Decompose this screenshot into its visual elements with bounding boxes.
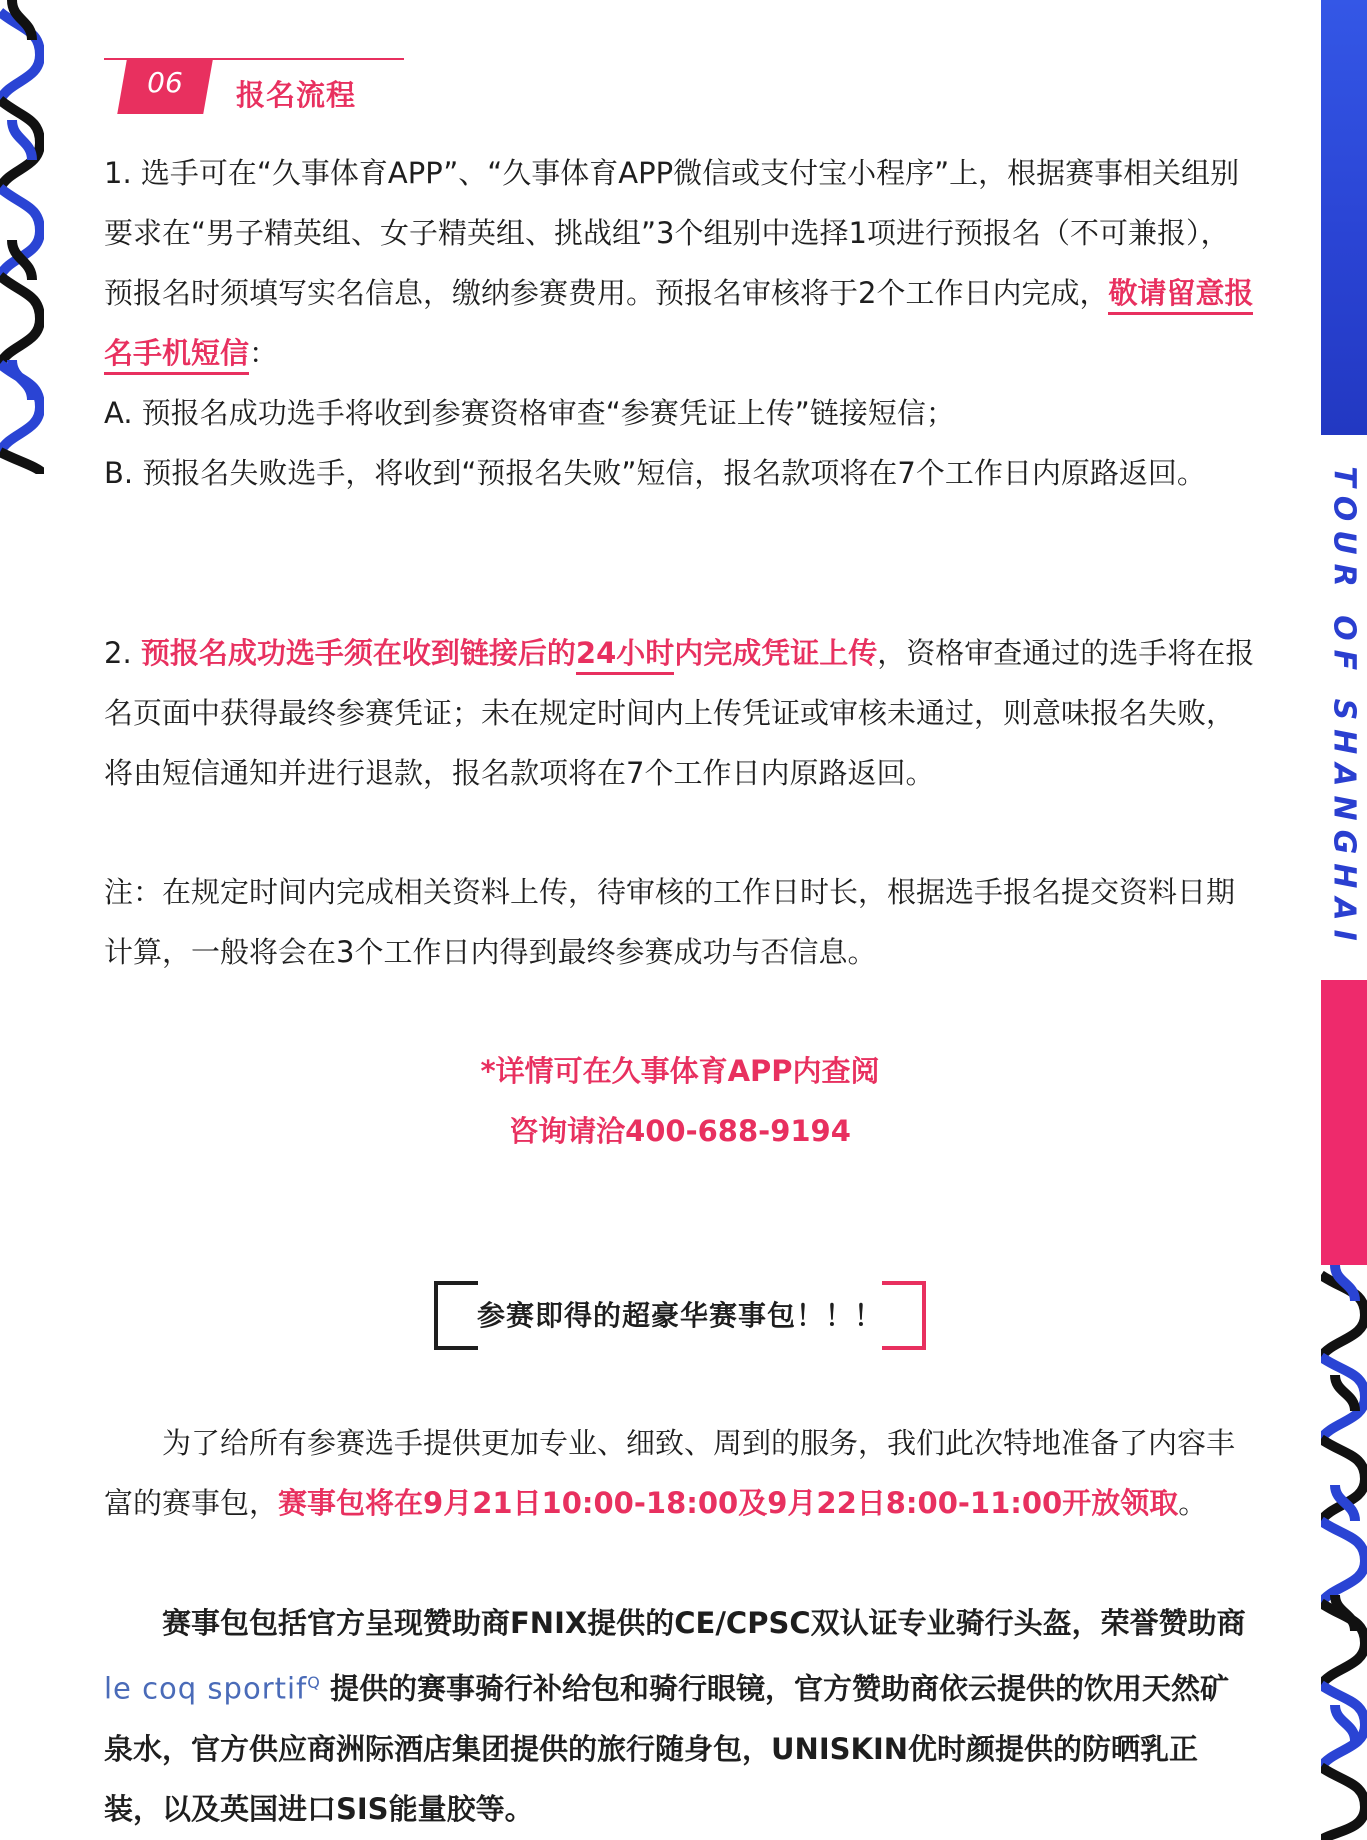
race-pack-contents-a: 赛事包包括官方呈现赞助商FNIX提供的CE/CPSC双认证专业骑行头盔，荣誉赞助商 [162, 1606, 1246, 1640]
note-paragraph: 注：在规定时间内完成相关资料上传，待审核的工作日时长，根据选手报名提交资料日期计算，一般将会在3个工作日内得到最终参赛成功与否信息。 [104, 875, 1236, 969]
section-header [104, 58, 404, 118]
left-wave-decoration [0, 0, 44, 474]
step-1-option-a: A. 预报名成功选手将收到参赛资格审查“参赛凭证上传”链接短信； [104, 396, 955, 430]
tour-of-shanghai-vertical-text: TOUR OF SHANGHAI [1326, 465, 1362, 950]
step-1-text [104, 143, 1256, 383]
section-number: 06 [147, 66, 183, 99]
right-blue-block [1321, 0, 1367, 435]
sms-notice-highlight: 敬请留意报名手机短信 [104, 276, 1253, 375]
app-detail-note: *详情可在久事体育APP内查阅 [480, 1054, 880, 1088]
step-2-highlight-24h: 24小时 [576, 636, 674, 675]
hotline-note: 咨询请洽400-688-9194 [509, 1114, 851, 1148]
step-2-highlight-c: 内完成凭证上传 [674, 636, 878, 670]
step-2-rest: ，资格审查通过的选手将在报名页面中获得最终参赛凭证；未在规定时间内上传凭证或审核未通过，则意味报名失败，将由短信通知并进行退款，报名款项将在7个工作日内原路返回。 [104, 636, 1255, 790]
step-1-paragraph [104, 143, 1256, 503]
race-pack-intro-paragraph [104, 1413, 1256, 1533]
step-2-paragraph [104, 623, 1256, 803]
race-pack-contents-b: 提供的赛事骑行补给包和骑行眼镜，官方赞助商依云提供的饮用天然矿泉水，官方供应商洲际酒店集团提供的旅行随身包，UNISKIN优时颜提供的防晒乳正装，以及英国进口SIS能量胶等。 [104, 1671, 1229, 1826]
step-2-highlight-a: 预报名成功选手须在收到链接后的 [140, 636, 576, 670]
race-pack-title-box [434, 1281, 926, 1350]
step-1-option-b: B. 预报名失败选手，将收到“预报名失败”短信，报名款项将在7个工作日内原路返回。 [104, 456, 1206, 490]
right-pink-block [1321, 980, 1367, 1265]
right-side-banner [1321, 0, 1367, 1840]
right-text-area [1321, 435, 1367, 980]
section-title: 报名流程 [236, 78, 357, 112]
step-2-prefix: 2. [104, 636, 141, 670]
le-coq-sportif-brand: le coq sportif [104, 1671, 308, 1706]
race-pack-contents-paragraph [104, 1593, 1256, 1839]
race-pack-pickup-time: 赛事包将在9月21日10:00-18:00及9月22日8:00-11:00开放领取 [278, 1486, 1179, 1520]
right-wave-decoration [1321, 1265, 1367, 1840]
race-pack-intro-text: 为了给所有参赛选手提供更加专业、细致、周到的服务，我们此次特地准备了内容丰富的赛事包， [104, 1426, 1236, 1520]
step-1-tail: ： [249, 336, 279, 370]
race-pack-intro-tail: 。 [1178, 1486, 1208, 1520]
brand-mark-icon: Q [307, 1673, 320, 1692]
step-1-intro: 1. 选手可在“久事体育APP”、“久事体育APP微信或支付宝小程序”上，根据赛事相关组别要求在“男子精英组、女子精英组、挑战组”3个组别中选择1项进行预报名（不可兼报），预报名时须填写实名信息，缴纳参赛费用。预报名审核将于2个工作日内完成， [104, 156, 1240, 310]
race-pack-title: 参赛即得的超豪华赛事包！！！ [476, 1299, 883, 1332]
